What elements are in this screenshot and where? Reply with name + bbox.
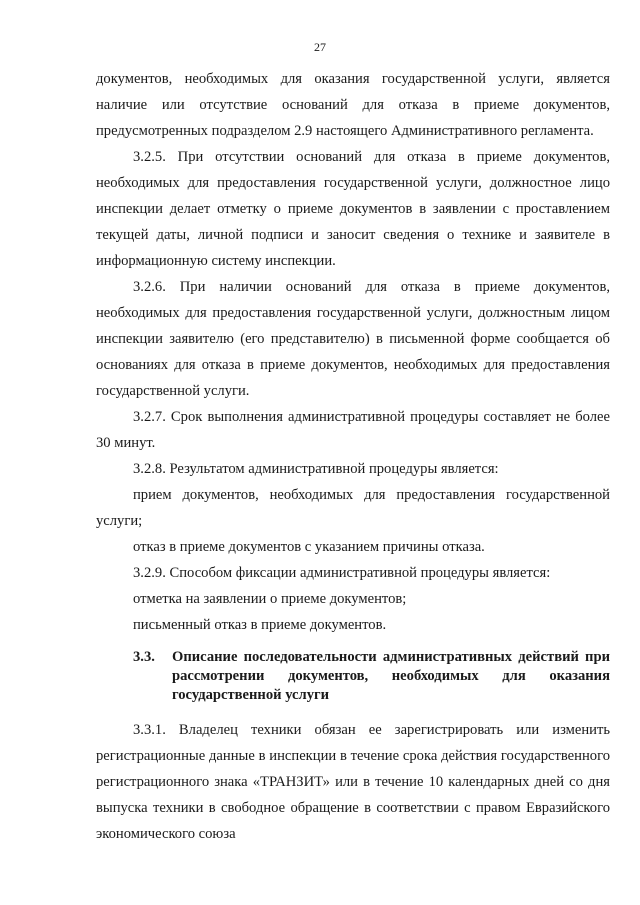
section-heading — [96, 648, 610, 705]
page-number: 27 — [314, 40, 326, 54]
paragraph-3-2-5: 3.2.5. При отсутствии оснований для отказа в приеме документов, необходимых для предоставления государственной услуги, должностное лицо инспекции делает отметку о приеме документов в заявлении с проставлением текущей даты, личной подписи и заносит сведения о технике и заявителе в информационную систему инспекции. — [96, 149, 610, 269]
paragraph-3-2-9: 3.2.9. Способом фиксации административной процедуры является: — [133, 565, 551, 581]
paragraph-3-2-7: 3.2.7. Срок выполнения административной процедуры составляет не более 30 минут. — [96, 409, 610, 451]
section-number: 3.3. — [133, 649, 155, 665]
section-title: Описание последовательности административных действий при рассмотрении документов, необходимых для оказания государственной услуги — [172, 649, 610, 703]
list-item-result-refuse: отказ в приеме документов с указанием причины отказа. — [133, 539, 485, 555]
list-item-fixation-mark: отметка на заявлении о приеме документов; — [133, 591, 407, 607]
paragraph-3-2-6: 3.2.6. При наличии оснований для отказа в приеме документов, необходимых для предоставления государственной услуги, должностным лицом инспекции заявителю (его представителю) в письменной форме сообщается об основаниях для отказа в приеме документов, необходимых для предоставления государственной услуги. — [96, 279, 610, 399]
paragraph-3-2-8: 3.2.8. Результатом административной процедуры является: — [133, 461, 499, 477]
list-item-fixation-refusal: письменный отказ в приеме документов. — [133, 617, 387, 633]
paragraph-3-3-1: 3.3.1. Владелец техники обязан ее зарегистрировать или изменить регистрационные данные в инспекции в течение срока действия государственного регистрационного знака «ТРАНЗИТ» или в течение 10 календарных дней со дня выпуска техники в свободное обращение в соответствии с правом Евразийского экономического союза — [96, 722, 610, 842]
paragraph-continuation: документов, необходимых для оказания государственной услуги, является наличие или отсутствие оснований для отказа в приеме документов, предусмотренных подразделом 2.9 настоящего Административного регламента. — [96, 71, 610, 139]
list-item-result-accept: прием документов, необходимых для предоставления государственной услуги; — [96, 487, 610, 529]
page-content — [96, 66, 610, 847]
